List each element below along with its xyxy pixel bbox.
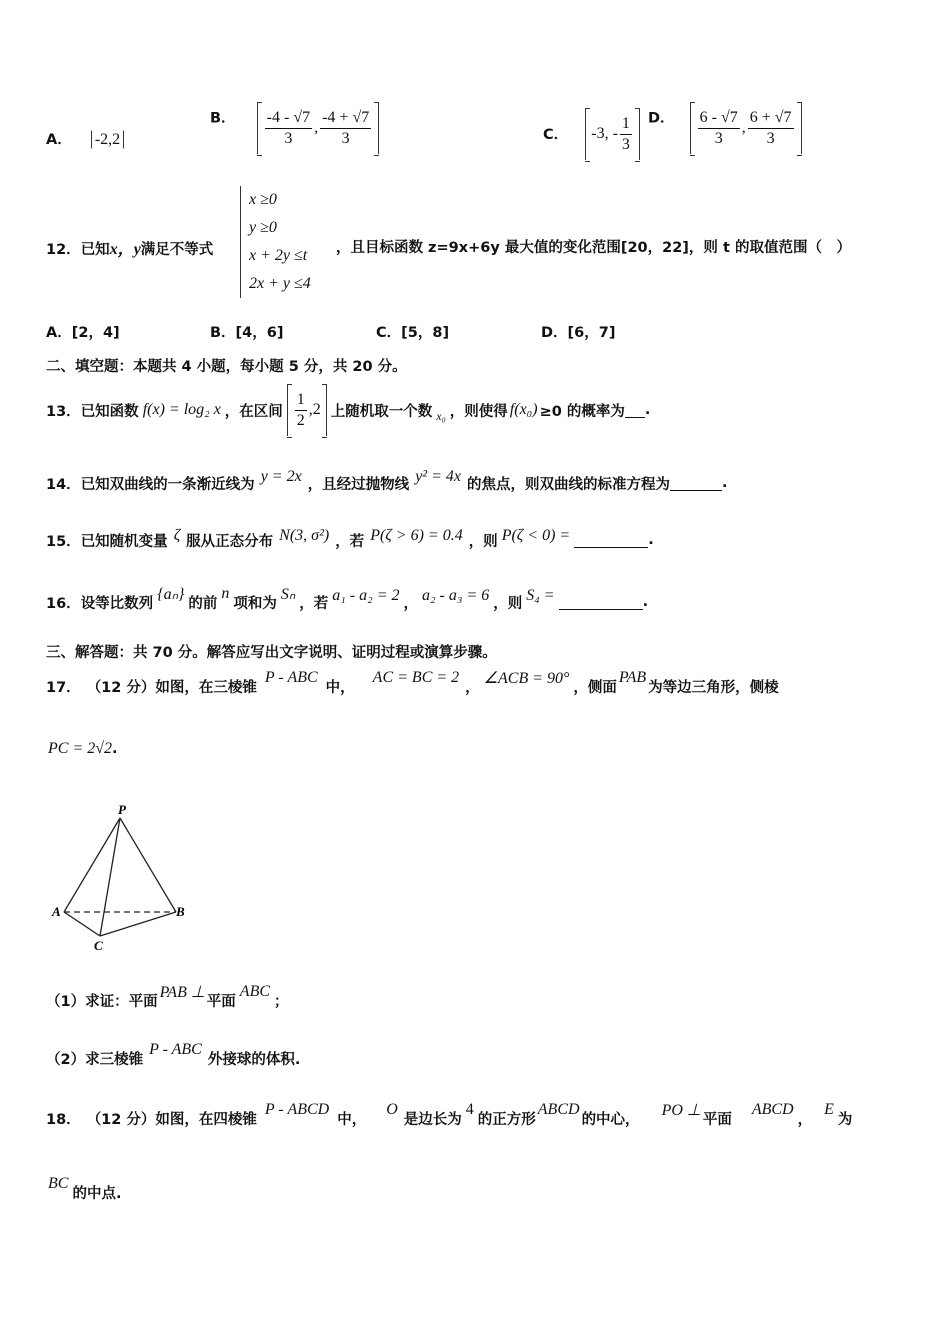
q16-text1: 设等比数列 — [80, 595, 154, 612]
q14-text1: 已知双曲线的一条渐近线为 — [80, 476, 255, 493]
q18-text4: 的中心， — [581, 1111, 640, 1128]
q11-b-den1: 3 — [284, 129, 293, 147]
q11-a-value: -2,2 — [91, 130, 124, 149]
q12-ineq-4: 2x + y ≤4 — [249, 275, 311, 292]
q14-text2: ，且经过抛物线 — [307, 476, 410, 493]
q16-eq1: a₁ - a₂ = 2 — [332, 587, 400, 604]
q13-text4: ，则使得 — [449, 403, 508, 420]
q17-part2-label: （2）求三棱锥 — [46, 1051, 144, 1068]
q14-number: 14． — [46, 476, 81, 493]
q13-text1: 已知函数 — [80, 403, 139, 420]
q17-score: （12 分）如图，在三棱锥 — [86, 679, 257, 696]
q17-part1-end: ； — [274, 993, 289, 1010]
q15-prob2: P(ζ < 0) = — [501, 527, 571, 544]
q18-o: O — [386, 1101, 398, 1118]
q16-answer-blank[interactable] — [559, 595, 643, 610]
q17-pc-end: . — [112, 741, 118, 757]
q15-text3: ，若 — [335, 533, 365, 550]
q15-dist: N(3, σ²) — [279, 527, 330, 544]
q15-text1: 已知随机变量 — [80, 533, 168, 550]
q11-d-label: D． — [648, 110, 675, 127]
q18-text6: 为 — [837, 1111, 853, 1128]
q13 — [46, 382, 650, 438]
q18-text2: 是边长为 — [403, 1111, 462, 1128]
q18-e: E — [824, 1101, 834, 1118]
q13-answer-blank[interactable] — [625, 403, 645, 418]
q14-answer-blank[interactable] — [670, 476, 722, 491]
q14-parab: y² = 4x — [415, 468, 461, 485]
q15-var: ζ — [173, 527, 181, 544]
q17-text3: 为等边三角形，侧棱 — [648, 679, 779, 696]
q18-bc: BC — [48, 1175, 69, 1192]
q14-end: . — [721, 475, 728, 491]
q11-d-num2: 6 + √7 — [748, 108, 794, 129]
q17-part1-plane1: PAB ⊥ — [159, 984, 205, 1001]
q11-option-b: B． $\frac{-4 - √7}{3}$ , $\frac{-4 + √7}{3}$ — [210, 102, 379, 154]
q15-text2: 服从正态分布 — [186, 533, 274, 550]
label-b: B — [176, 904, 185, 919]
q17-pc-line — [48, 738, 118, 758]
q11-b-label: B． — [210, 110, 236, 127]
q18-sq2: ABCD — [751, 1101, 794, 1118]
q15-text4: ，则 — [468, 533, 498, 550]
q16-sn: Sₙ — [280, 586, 296, 603]
q12-option-c: C．[5，8] — [376, 325, 450, 341]
label-c: C — [94, 938, 103, 953]
q16 — [46, 584, 648, 620]
q12-inequality-system — [240, 186, 311, 298]
q16-seq: {aₙ} — [157, 586, 185, 603]
q13-end: . — [644, 402, 651, 418]
label-p: P — [118, 802, 126, 817]
q11-b-num2: -4 + √7 — [320, 108, 371, 129]
q17-part2-pyr: P - ABC — [149, 1041, 202, 1058]
q12-vars: x，y — [109, 241, 141, 258]
q13-text3: 上随机取一个数 — [330, 403, 433, 420]
q12-lead: 已知 — [80, 242, 110, 258]
q13-func: f(x) = log₂ x — [142, 401, 221, 418]
q11-b-den2: 3 — [341, 129, 350, 147]
q17-part1 — [46, 982, 289, 1018]
q17-part1-label: （1）求证：平面 — [46, 993, 158, 1010]
q12-option-b: B．[4，6] — [210, 325, 284, 341]
q18-comma: ， — [797, 1111, 813, 1128]
q15-answer-blank[interactable] — [574, 533, 648, 548]
q12-ineq-2: y ≥0 — [249, 219, 277, 236]
q11-option-d: D． $\frac{6 - √7}{3}$ , $\frac{6 + √7}{3}$ — [648, 102, 802, 154]
q18-pyr: P - ABCD — [264, 1101, 330, 1118]
q12-tail: ，且目标函数 z=9x+6y 最大值的变化范围[20，22]，则 t 的取值范围（ ） — [336, 240, 851, 256]
section-3-heading: 三、解答题：共 70 分。解答应写出文字说明、证明过程或演算步骤。 — [46, 645, 497, 661]
q16-n: n — [221, 585, 230, 602]
q18-number: 18． — [46, 1111, 81, 1128]
q14-asym: y = 2x — [260, 468, 302, 485]
q13-frac-num: 1 — [295, 390, 307, 411]
edge-ac — [64, 912, 100, 936]
q13-interval-end: ,2 — [308, 401, 321, 418]
q11-option-c — [543, 108, 640, 160]
q17-part2-end: 外接球的体积. — [207, 1051, 301, 1068]
q12-option-a: A．[2，4] — [46, 325, 120, 341]
q13-x0: x₀ — [436, 408, 446, 423]
q15-number: 15． — [46, 533, 81, 550]
q16-s4: S₄ = — [526, 587, 555, 604]
q18-text7: 的中点. — [72, 1185, 122, 1202]
q16-eq2: a₂ - a₃ = 6 — [421, 587, 490, 604]
q16-comma: ， — [403, 595, 418, 612]
q14-text3: 的焦点，则双曲线的标准方程为 — [466, 476, 670, 493]
q11-c-label: C． — [543, 127, 569, 143]
edge-pb — [120, 818, 176, 912]
q15 — [46, 522, 654, 558]
q17-pc: PC = 2√2 — [48, 740, 113, 757]
q17-part1-plane2: ABC — [239, 983, 271, 1000]
q12-option-d: D．[6，7] — [541, 325, 616, 341]
q12-satisfy: 满足不等式 — [140, 242, 214, 258]
q16-number: 16． — [46, 595, 81, 612]
q12-number: 12． — [46, 242, 81, 258]
q12-ineq-1: x ≥0 — [249, 191, 277, 208]
q17-part2 — [46, 1040, 300, 1076]
q17-eq1: AC = BC = 2 — [372, 669, 460, 686]
q18-sq: ABCD — [537, 1101, 580, 1118]
q15-prob1: P(ζ > 6) = 0.4 — [370, 527, 463, 544]
q11-c-den: 3 — [621, 135, 630, 153]
q13-text2: ，在区间 — [224, 403, 283, 420]
q18-text1: 中， — [337, 1111, 367, 1128]
q11-d-den2: 3 — [766, 129, 775, 147]
q11-b-num1: -4 - √7 — [265, 108, 312, 129]
q18-stem — [46, 1100, 852, 1136]
q17-text2: ，侧面 — [573, 679, 617, 696]
q11-option-a — [46, 128, 124, 149]
q17-part1-mid: 平面 — [206, 993, 236, 1010]
q11-c-value: -3, - — [591, 125, 618, 142]
q18-po: PO ⊥ — [661, 1102, 701, 1119]
q11-c-num: 1 — [620, 114, 632, 135]
q18-text5: 平面 — [702, 1111, 732, 1128]
q18-text3: 的正方形 — [477, 1111, 536, 1128]
q18-four: 4 — [465, 1101, 474, 1118]
q11-d-num1: 6 - √7 — [698, 108, 740, 129]
q17-stem — [46, 668, 779, 704]
q17-angle: ∠ACB = 90° — [483, 670, 570, 687]
edge-cb — [100, 912, 176, 936]
q13-number: 13． — [46, 403, 81, 420]
q16-end: . — [642, 594, 649, 610]
q17-pyr: P - ABC — [264, 669, 318, 686]
q13-text5: ≥0 的概率为 — [539, 403, 625, 420]
label-a: A — [52, 904, 61, 919]
q17-number: 17． — [46, 679, 81, 696]
q11-d-den1: 3 — [714, 129, 723, 147]
q18-line2 — [48, 1174, 121, 1210]
q17-pyramid-figure — [48, 798, 198, 958]
q11-a-label: A． — [46, 132, 72, 148]
q13-cond: f(x₀) — [509, 401, 538, 418]
q15-end: . — [648, 532, 654, 548]
q16-text2: 的前 — [188, 595, 218, 612]
q16-text5: ，则 — [493, 595, 523, 612]
q17-text1: 中， — [325, 679, 355, 696]
q12-stem-lead — [46, 236, 213, 259]
section-2-heading: 二、填空题：本题共 4 小题，每小题 5 分，共 20 分。 — [46, 359, 407, 375]
q13-frac-den: 2 — [296, 411, 305, 429]
q16-text3: 项和为 — [233, 595, 277, 612]
q12-ineq-3: x + 2y ≤t — [249, 247, 308, 264]
q17-face: PAB — [618, 669, 647, 686]
q16-text4: ，若 — [299, 595, 329, 612]
q14 — [46, 466, 728, 500]
q17-comma: ， — [465, 679, 480, 696]
q18-score: （12 分）如图，在四棱锥 — [86, 1111, 257, 1128]
